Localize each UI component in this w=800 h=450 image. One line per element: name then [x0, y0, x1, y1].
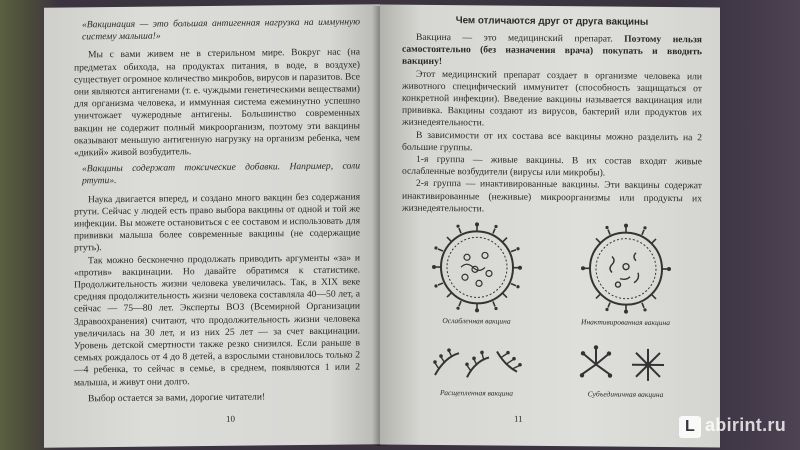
- caption-attenuated: Ослабленная вакцина: [442, 316, 511, 326]
- figure-inactivated: [580, 222, 672, 327]
- caption-split: Расщепленная вакцина: [439, 388, 514, 398]
- quote-antigen-load: «Вакцинация — это большая антигенная нагрузка на иммунную систему малыша!»: [82, 16, 360, 43]
- caption-subunit: Субъединичная вакцина: [587, 389, 664, 399]
- page-number-right: 11: [514, 413, 523, 424]
- labirint-logo-icon: L: [679, 416, 701, 438]
- subunit-vaccine-icon: [576, 342, 676, 387]
- figure-subunit: [576, 342, 676, 399]
- paragraph-statistics: Так можно бесконечно продолжать приводить аргументы «за» и «против» вакцинации. Но давайте обратимся к статистике. Продолжительность жизни человека увеличилась. Так, в XIX веке средняя продолжительность жизни человека составляла 40—50 лет, а сейчас — 75—80 лет. Эксперты ВОЗ (Всемирной Организации Здравоохранения) считают, что продолжительность жизни человека увеличилась на 30 лет, и из них 25 лет — за счет вакцинации. Уровень детской смертности также резко снизился. Если раньше в семьях рождалось от 4 до 8 детей, а взрослыми становилось только 2—4 ребенка, то сейчас в семье, в среднем, появляются 1 или 2 малыша, и живут они долго.: [74, 252, 360, 389]
- paragraph-live-vaccines: 1-я группа — живые вакцины. В их состав входят живые ослабленные возбудители (вирусы или микробы).: [402, 153, 702, 179]
- illustration-row-top: [402, 221, 700, 328]
- split-vaccine-icon: [427, 341, 527, 386]
- quote-toxic-additives: «Вакцины содержат токсические добавки. Например, соли ртути».: [82, 160, 360, 187]
- watermark: [679, 415, 786, 438]
- section-heading: Чем отличаются друг от друга вакцины: [455, 15, 649, 28]
- paragraph-definition: Вакцина — это медицинский препарат.: [416, 31, 625, 45]
- paragraph-groups: В зависимости от их состава все вакцины можно разделить на 2 большие группы.: [402, 129, 702, 154]
- left-page: [44, 4, 380, 448]
- paragraph-closing: Выбор остается за вами, дорогие читатели!: [88, 391, 266, 405]
- figure-attenuated: [431, 221, 523, 326]
- right-page: [380, 5, 720, 448]
- page-number-left: 10: [226, 413, 235, 424]
- right-page-content: [402, 15, 702, 218]
- warning-text: Поэтому нельзя самостоятельно (без назначения врача) покупать и вводить вакцину!: [402, 33, 702, 68]
- left-page-content: [74, 14, 360, 405]
- inactivated-virus-icon: [580, 222, 672, 315]
- paragraph-inactivated-vaccines: 2-я группа — инактивированные вакцины. Эти вакцины содержат инактивированные (неживые) микроорганизмы или продукты их жизнедеятельности.: [402, 178, 702, 215]
- attenuated-virus-icon: [431, 221, 523, 314]
- caption-inactivated: Инактивированная вакцина: [581, 317, 670, 328]
- paragraph-antigens: Мы с вами живем не в стерильном мире. Вокруг нас (на предметах обихода, на продуктах питания, в воде, в воздухе) существует огромное количество микробов, вирусов и паразитов. Все они являются антигенами (т. е. чуждыми генетическими веществами) для организма человека, и иммунная система ежеминутно успешно уничтожает чужеродные антигены. Большинство современных вакцин не содержит полный микроорганизм, поэтому эти вакцины оказывают меньшую антигенную нагрузку на организм ребенка, чем «дикий» живой возбудитель.: [74, 46, 360, 159]
- paragraph-immunity: Этот медицинский препарат создает в организме человека или животного специфический иммунитет (способность защищаться от конкретной инфекции). Введение вакцины называется вакцинация или прививка. Вакцины создают из вирусов, бактерий или продуктов их жизнедеятельности.: [402, 68, 702, 129]
- watermark-text: abirint.ru: [704, 415, 786, 435]
- paragraph-mercury: Наука двигается вперед, и создано много вакцин без содержания ртути. Сейчас у людей есть право выбора вакцины от одной и той же инфекции. Вы можете остановиться с ее составом и использовать для прививки малыша более современные вакцины (не содержащие ртуть).: [74, 191, 360, 254]
- illustration-row-bottom: [402, 341, 700, 400]
- figure-split: [427, 341, 527, 398]
